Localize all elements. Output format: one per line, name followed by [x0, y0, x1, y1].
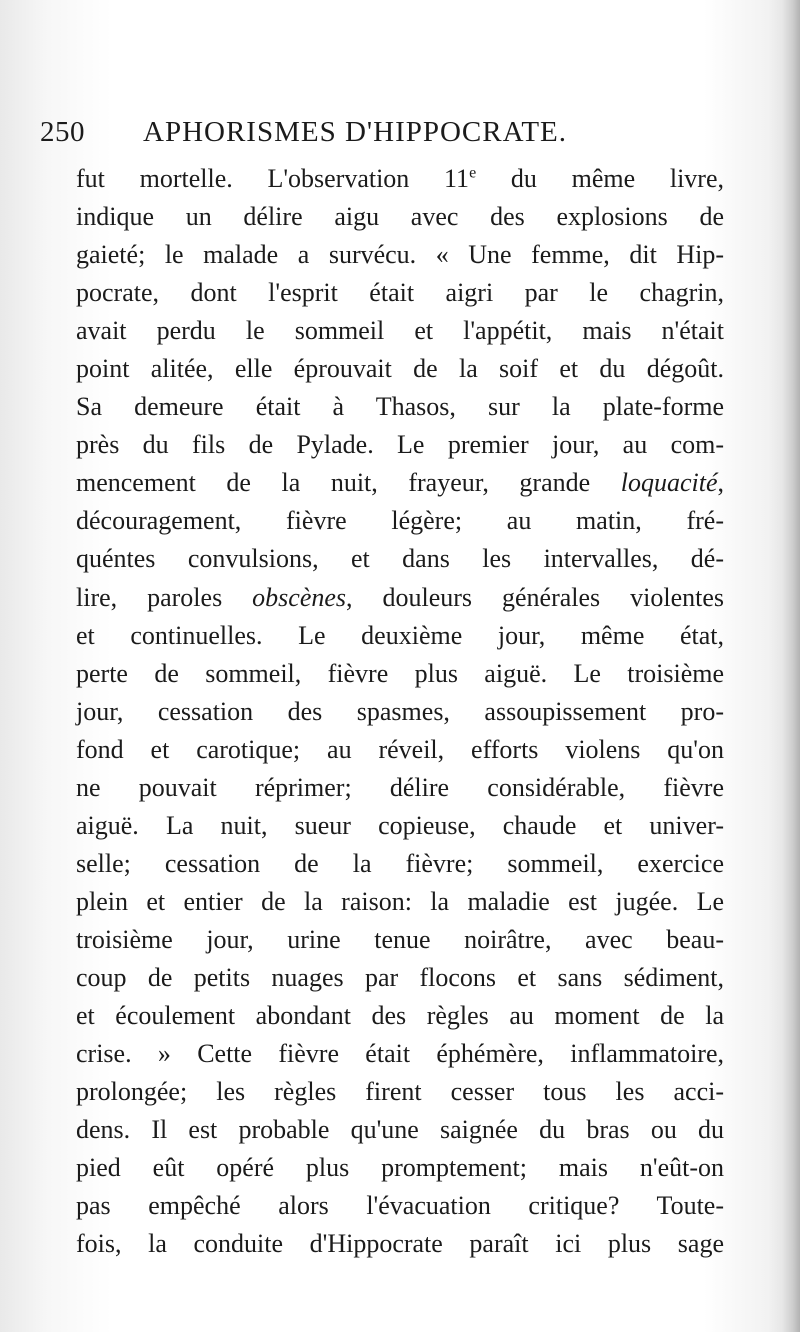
italic-word: loquacité [620, 468, 718, 498]
text-line [76, 959, 724, 997]
text-line [76, 1225, 724, 1263]
running-title: APHORISMES D'HIPPOCRATE. [143, 116, 568, 148]
text-line [76, 312, 724, 350]
text-line [76, 198, 724, 236]
text-line [76, 1187, 724, 1225]
superscript: e [469, 164, 477, 182]
text-segment: pied eût opéré plus promptement; mais n'eût-on [76, 1153, 724, 1183]
text-line [76, 464, 724, 502]
text-segment: fois, la conduite d'Hippocrate paraît ici plus sage [76, 1229, 724, 1259]
text-segment: perte de sommeil, fièvre plus aiguë. Le troisième [76, 658, 724, 688]
text-line [76, 997, 724, 1035]
text-segment: découragement, fièvre légère; au matin, fré- [76, 506, 724, 536]
text-line [76, 617, 724, 655]
text-segment: pocrate, dont l'esprit était aigri par le chagrin, [76, 278, 724, 308]
italic-word: obscènes [252, 582, 347, 612]
text-segment: ne pouvait réprimer; délire considérable, fièvre [76, 772, 724, 802]
text-line [76, 236, 724, 274]
text-segment: crise. » Cette fièvre était éphémère, inflammatoire, [76, 1039, 724, 1069]
text-segment: et écoulement abondant des règles au moment de la [76, 1001, 724, 1031]
text-line [76, 921, 724, 959]
text-segment: lire, paroles [76, 582, 253, 612]
text-segment: quéntes convulsions, et dans les intervalles, dé- [76, 544, 724, 574]
text-segment: fut mortelle. L'observation 11 [76, 164, 470, 193]
text-segment: fond et carotique; au réveil, efforts violens qu'on [76, 734, 724, 764]
text-segment: point alitée, elle éprouvait de la soif et du dégoût. [76, 354, 724, 384]
text-line [76, 1073, 724, 1111]
text-segment: coup de petits nuages par flocons et sans sédiment, [76, 962, 724, 992]
text-line [76, 807, 724, 845]
text-segment: avait perdu le sommeil et l'appétit, mais n'était [76, 316, 724, 346]
text-segment: du même livre, [476, 164, 724, 193]
text-segment: jour, cessation des spasmes, assoupissement pro- [76, 696, 724, 726]
text-line [76, 426, 724, 464]
text-segment: près du fils de Pylade. Le premier jour, au com- [76, 430, 724, 460]
text-line [76, 769, 724, 807]
body-text [76, 160, 724, 1263]
text-line [76, 160, 724, 198]
text-line [76, 883, 724, 921]
text-line [76, 731, 724, 769]
page-number: 250 [40, 116, 85, 148]
text-segment: aiguë. La nuit, sueur copieuse, chaude et univer- [76, 810, 724, 840]
text-line [76, 693, 724, 731]
text-segment: pas empêché alors l'évacuation critique? Toute- [76, 1191, 724, 1221]
text-line [76, 845, 724, 883]
text-segment: et continuelles. Le deuxième jour, même état, [76, 620, 724, 650]
text-segment: prolongée; les règles firent cesser tous les acci- [76, 1077, 724, 1107]
text-segment: dens. Il est probable qu'une saignée du bras ou du [76, 1115, 724, 1145]
text-segment: , douleurs générales violentes [346, 582, 724, 612]
text-line [76, 1035, 724, 1073]
text-line [76, 1149, 724, 1187]
text-line [76, 502, 724, 540]
text-line [76, 540, 724, 578]
text-segment: indique un délire aigu avec des explosions de [76, 202, 724, 232]
text-segment: mencement de la nuit, frayeur, grande [76, 468, 621, 498]
text-line [76, 274, 724, 312]
text-segment: selle; cessation de la fièvre; sommeil, exercice [76, 848, 724, 878]
text-line [76, 388, 724, 426]
text-line [76, 579, 724, 617]
text-segment: gaieté; le malade a survécu. « Une femme, dit Hip- [76, 240, 724, 270]
text-line [76, 350, 724, 388]
text-line [76, 655, 724, 693]
text-segment: troisième jour, urine tenue noirâtre, avec beau- [76, 924, 724, 954]
running-head [40, 112, 740, 152]
text-segment: Sa demeure était à Thasos, sur la plate-forme [76, 392, 724, 422]
page-edge-shadow [782, 0, 800, 1332]
text-line [76, 1111, 724, 1149]
text-segment: , [717, 468, 724, 498]
text-segment: plein et entier de la raison: la maladie est jugée. Le [76, 886, 724, 916]
